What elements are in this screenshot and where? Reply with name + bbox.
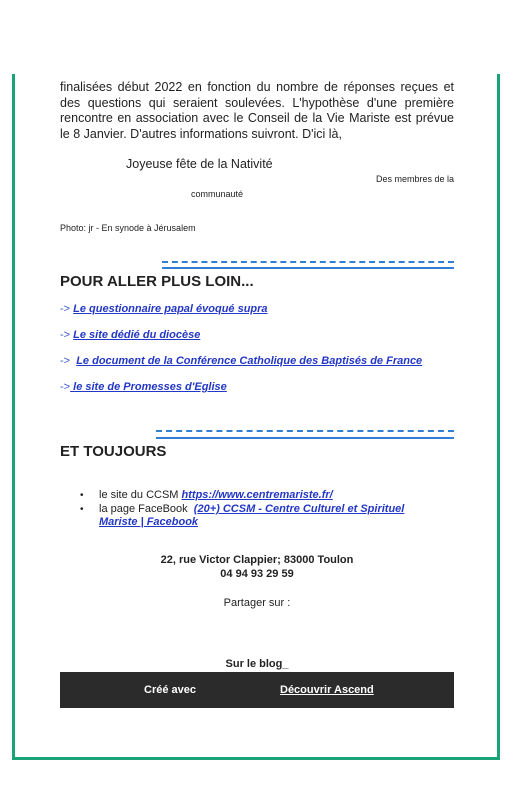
arrow-prefix: -> — [60, 303, 74, 315]
divider-dashed — [156, 430, 454, 432]
arrow-prefix: -> — [60, 355, 77, 367]
list-item — [80, 489, 440, 503]
link-row — [60, 381, 227, 393]
signature-line-2: communauté — [191, 189, 244, 199]
arrow-prefix: -> — [60, 381, 71, 393]
bullet-icon: • — [80, 490, 84, 501]
diocese-site-link[interactable]: Le site dédié du diocèse — [73, 329, 201, 341]
blog-label: Sur le blog_ — [225, 658, 289, 670]
letter-body — [60, 80, 454, 142]
letter-paragraph: finalisées début 2022 en fonction du nombre de réponses reçues et des questions qui seraient soulevées. L'hypothèse d'une première rencontre en association avec le Conseil de la Vie Mariste est prévue le 8 Janvier. D'autres informations suivront. D'ici là, — [60, 80, 454, 141]
signature-line-1: Des membres de la — [375, 174, 454, 184]
questionnaire-link[interactable]: Le questionnaire papal évoqué supra — [73, 303, 268, 315]
divider-line — [156, 437, 454, 439]
arrow-prefix: -> — [60, 329, 74, 341]
greeting: Joyeuse fête de la Nativité — [126, 157, 273, 171]
section-heading-always: ET TOUJOURS — [60, 443, 167, 460]
item-label: la page FaceBook — [99, 503, 194, 515]
share-label: Partager sur : — [223, 597, 291, 609]
ccsm-site-link[interactable]: https://www.centremariste.fr/ — [181, 489, 333, 501]
contact-address: 22, rue Victor Clappier; 83000 Toulon — [160, 554, 354, 566]
photo-caption: Photo: jr - En synode à Jérusalem — [60, 223, 196, 233]
promesses-eglise-link[interactable]: le site de Promesses d'Eglise — [70, 381, 227, 393]
made-with-label: Créé avec — [144, 684, 196, 696]
link-row — [60, 329, 200, 341]
list-item — [80, 503, 440, 531]
bullet-icon: • — [80, 504, 84, 515]
item-label: le site du CCSM — [99, 489, 182, 501]
contact-phone: 04 94 93 29 59 — [220, 568, 294, 580]
divider-dashed — [162, 261, 454, 263]
footer-bar — [60, 672, 454, 708]
section-heading-more: POUR ALLER PLUS LOIN... — [60, 273, 254, 290]
divider-line — [162, 267, 454, 269]
facebook-page-link[interactable]: (20+) CCSM - Centre Culturel et Spirituel Mariste | Facebook — [99, 503, 405, 528]
link-row — [60, 355, 422, 367]
discover-ascend-link[interactable]: Découvrir Ascend — [280, 684, 374, 696]
link-row — [60, 303, 268, 315]
ccbf-document-link[interactable]: Le document de la Conférence Catholique des Baptisés de France — [76, 355, 423, 367]
